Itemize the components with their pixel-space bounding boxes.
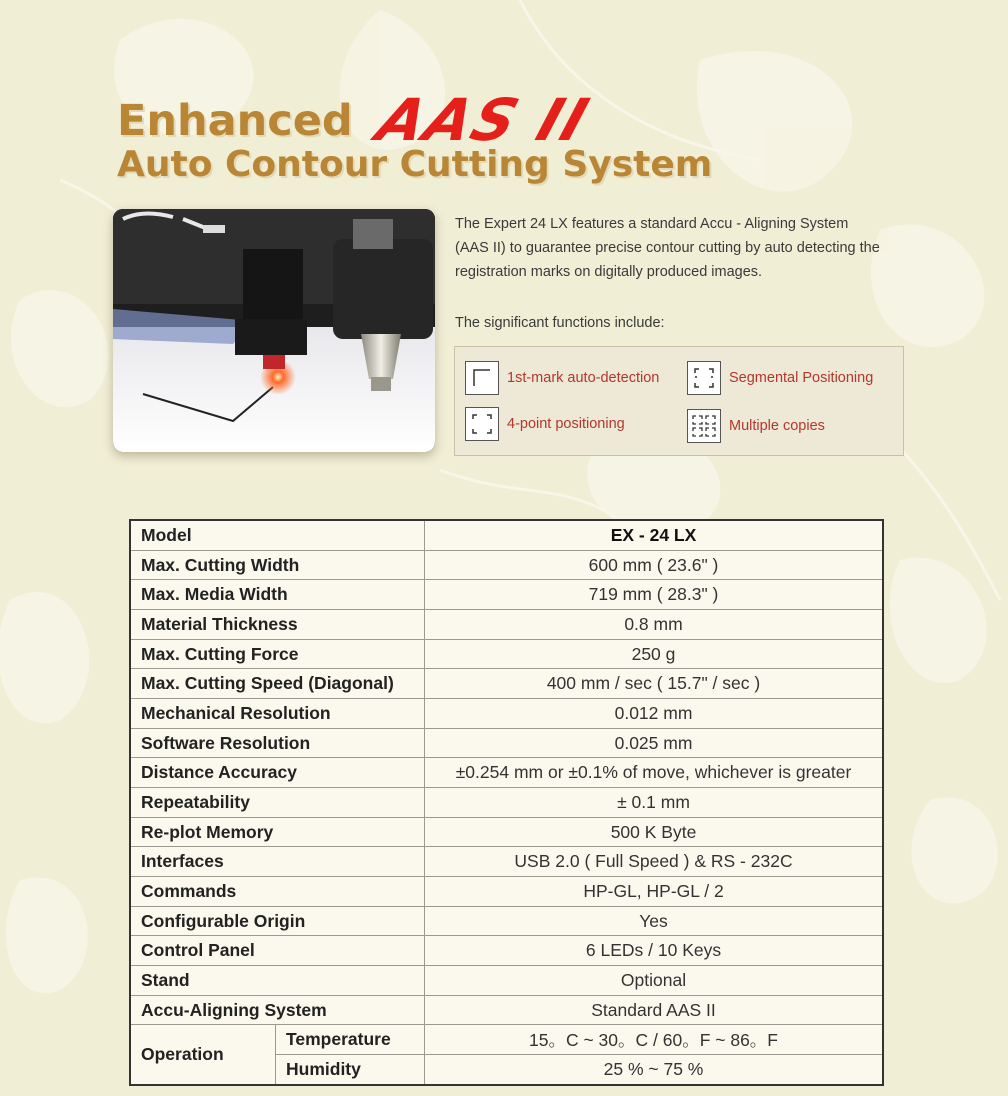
function-label: Multiple copies	[729, 418, 825, 434]
table-row	[130, 520, 883, 550]
spec-value: 0.8 mm	[425, 610, 884, 640]
spec-value: Optional	[425, 966, 884, 996]
spec-value-humidity: 25 % ~ 75 %	[425, 1055, 884, 1085]
spec-value: HP-GL, HP-GL / 2	[425, 877, 884, 907]
spec-key: Interfaces	[130, 847, 425, 877]
spec-value: EX - 24 LX	[425, 520, 884, 550]
spec-value: Yes	[425, 906, 884, 936]
description-text: The Expert 24 LX features a standard Accu - Aligning System (AAS II) to guarantee precise contour cutting by auto detecting the registration marks on digitally produced images.	[455, 216, 880, 280]
spec-value: 250 g	[425, 639, 884, 669]
spec-value: 6 LEDs / 10 Keys	[425, 936, 884, 966]
spec-subkey-temperature: Temperature	[276, 1025, 425, 1055]
table-row	[130, 877, 883, 907]
spec-key: Control Panel	[130, 936, 425, 966]
title-subtitle: Auto Contour Cutting System	[117, 144, 713, 185]
table-row	[130, 1025, 883, 1055]
spec-key: Configurable Origin	[130, 906, 425, 936]
spec-value: 400 mm / sec ( 15.7" / sec )	[425, 669, 884, 699]
table-row	[130, 699, 883, 729]
spec-value: ±0.254 mm or ±0.1% of move, whichever is greater	[425, 758, 884, 788]
spec-key: Re-plot Memory	[130, 817, 425, 847]
table-row	[130, 758, 883, 788]
table-row	[130, 610, 883, 640]
cutter-head-illustration	[113, 209, 435, 452]
spec-value: 600 mm ( 23.6" )	[425, 550, 884, 580]
spec-key: Max. Cutting Force	[130, 639, 425, 669]
multiple-copies-icon	[687, 409, 721, 443]
spec-key-operation: Operation	[130, 1025, 276, 1085]
spec-value: 0.012 mm	[425, 699, 884, 729]
spec-subkey-humidity: Humidity	[276, 1055, 425, 1085]
spec-value: ± 0.1 mm	[425, 788, 884, 818]
spec-key: Max. Media Width	[130, 580, 425, 610]
functions-intro: The significant functions include:	[455, 315, 665, 331]
function-four-point	[465, 407, 625, 441]
table-row	[130, 639, 883, 669]
table-row	[130, 580, 883, 610]
function-first-mark	[465, 361, 659, 395]
spec-key: Material Thickness	[130, 610, 425, 640]
function-multiple-copies	[687, 409, 825, 443]
spec-value: Standard AAS II	[425, 995, 884, 1025]
spec-key: Model	[130, 520, 425, 550]
spec-key: Repeatability	[130, 788, 425, 818]
table-row	[130, 550, 883, 580]
spec-key: Accu-Aligning System	[130, 995, 425, 1025]
spec-value-temperature: 15。C ~ 30。C / 60。F ~ 86。F	[425, 1025, 884, 1055]
spec-key: Software Resolution	[130, 728, 425, 758]
function-label: 1st-mark auto-detection	[507, 370, 660, 386]
title-enhanced: Enhanced	[117, 96, 353, 146]
function-label: Segmental Positioning	[729, 370, 874, 386]
spec-key: Stand	[130, 966, 425, 996]
table-row	[130, 669, 883, 699]
spec-key: Max. Cutting Speed (Diagonal)	[130, 669, 425, 699]
table-row	[130, 728, 883, 758]
table-row	[130, 966, 883, 996]
table-row	[130, 817, 883, 847]
table-row	[130, 995, 883, 1025]
corner-mark-icon	[465, 361, 499, 395]
table-row	[130, 906, 883, 936]
spec-key: Mechanical Resolution	[130, 699, 425, 729]
functions-panel	[454, 346, 904, 456]
spec-key: Commands	[130, 877, 425, 907]
title-aas: AAS II	[368, 86, 598, 154]
function-label: 4-point positioning	[507, 416, 625, 432]
spec-key: Max. Cutting Width	[130, 550, 425, 580]
four-point-icon	[465, 407, 499, 441]
table-row	[130, 788, 883, 818]
spec-key: Distance Accuracy	[130, 758, 425, 788]
spec-value: 719 mm ( 28.3" )	[425, 580, 884, 610]
table-row	[130, 847, 883, 877]
segmental-positioning-icon	[687, 361, 721, 395]
spec-value: 500 K Byte	[425, 817, 884, 847]
product-photo	[113, 209, 435, 452]
spec-value: USB 2.0 ( Full Speed ) & RS - 232C	[425, 847, 884, 877]
spec-table	[129, 519, 884, 1086]
spec-value: 0.025 mm	[425, 728, 884, 758]
table-row	[130, 936, 883, 966]
function-segmental	[687, 361, 873, 395]
